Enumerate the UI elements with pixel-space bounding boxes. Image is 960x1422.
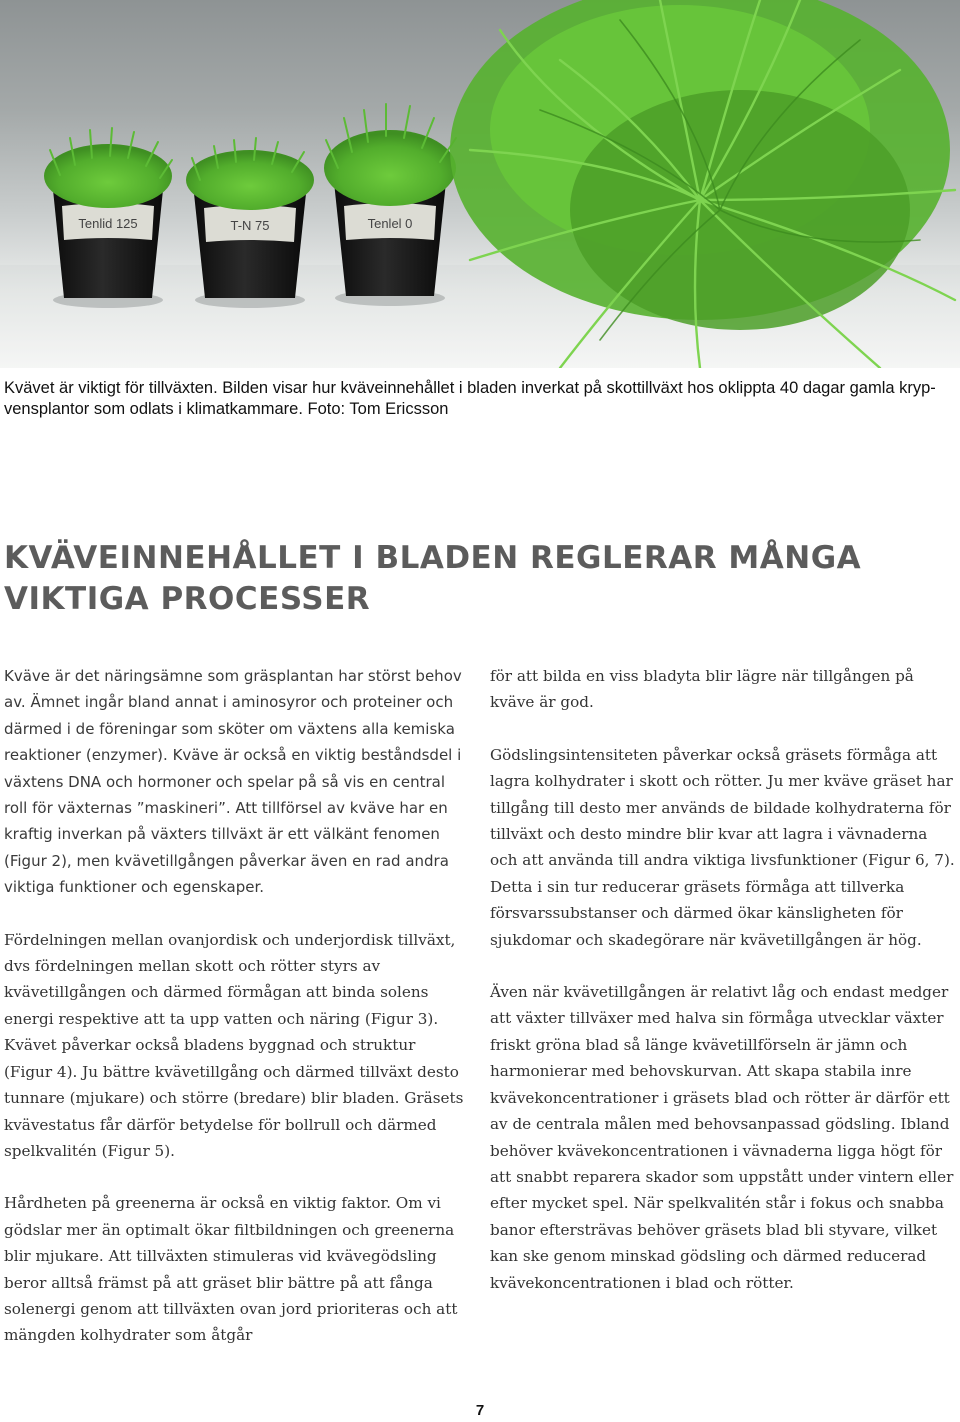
pot-label-1: Tenlid 125 [78, 216, 138, 231]
right-column [490, 663, 956, 1322]
pot-label-3: Tenlel 0 [367, 216, 413, 231]
left-paragraph-3: Hårdheten på greenerna är också en viktig faktor. Om vi gödslar mer än optimalt ökar filtbildningen och greenerna blir mjukare. Att tillväxten stimuleras vid kvävegödsling beror alltså främst på att gräset blir bättre på att fånga solenergi genom att tillväxten ovan jord prioriteras och att mängden kolhydrater som åtgår [4, 1194, 458, 1345]
section-headline: KVÄVEINNEHÅLLET I BLADEN REGLERAR MÅNGA VIKTIGA PROCESSER [4, 540, 862, 617]
pot-2 [186, 138, 314, 308]
left-paragraph-2: Fördelningen mellan ovanjordisk och underjordisk tillväxt, dvs fördelningen mellan skott och rötter styrs av kvävetillgången och därmed förmågan att binda solens energi respektive att ta upp vatten och näring (Figur 3). Kvävet påverkar också bladens byggnad och struktur (Figur 4). Ju bättre kvävetillgång och därmed tillväxt desto tunnare (mjukare) och större (bredare) blir bladen. Gräsets kvävestatus får därför betydelse för bollrull och därmed spelkvalitén (Figur 5). [4, 930, 464, 1160]
right-paragraph-2: Gödslingsintensiteten påverkar också gräsets förmåga att lagra kolhydrater i skott och rötter. Ju mer kväve gräset har tillgång till desto mer används de bildade kolhydraterna för tillväxt och desto mindre blir kvar att lagra i vävnaderna och att använda till andra viktiga livsfunktioner (Figur 6, 7). Detta i sin tur reducerar gräsets förmåga att tillverka försvarssubstanser och därmed ökar känsligheten för sjukdomar och skadegörare när kvävetillgången är hög. [490, 745, 955, 949]
page-number: 7 [475, 1402, 485, 1419]
left-column [4, 663, 466, 1375]
right-paragraph-1: för att bilda en viss bladyta blir lägre när tillgången på kväve är god. [490, 667, 914, 712]
grass-pots-illustration [0, 0, 960, 368]
pot-1 [44, 128, 172, 308]
left-paragraph-1: Kväve är det näringsämne som gräsplantan har störst behov av. Ämnet ingår bland annat i aminosyror och proteiner och därmed i de föreningar som sköter om växtens alla kemiska reaktioner (enzymer). Kväve är också en viktig beståndsdel i växtens DNA och hormoner och spelar på så vis en central roll för växternas ”maskineri”. Att tillförsel av kväve har en kraftig inverkan på växters tillväxt är ett välkänt fenomen (Figur 2), men kvävetillgången påverkar även en rad andra viktiga funktioner och egenskaper. [4, 667, 462, 897]
grass-pots-photo [0, 0, 960, 368]
right-paragraph-3: Även när kvävetillgången är relativt låg och endast medger att växter tillväxer med halva sin förmåga utvecklar växter friskt gröna blad så länge kvävetillförseln är jämn och harmonierar med behovskurvan. Att skapa stabila inre kvävekoncentrationer i gräsets blad och rötter är därför ett av de centrala målen med behovsanpassad gödsling. Ibland behöver kvävekoncentrationen i vävnaderna ligga högt för att snabbt reparera skador som uppstått under vintern eller efter mycket spel. När spelkvalitén står i fokus och snabba banor eftersträvas behöver gräsets blad bli styvare, vilket kan ske genom minskad gödsling och därmed reducerad kvävekoncentrationen i blad och rötter. [490, 983, 954, 1292]
pot-label-2: T-N 75 [230, 218, 270, 233]
photo-caption: Kvävet är viktigt för tillväxten. Bilden visar hur kväveinnehållet i bladen inverkat på skottillväxt hos oklippta 40 dagar gamla kryp-vensplantor som odlats i klimatkammare. Foto: Tom Ericsson [4, 379, 936, 418]
